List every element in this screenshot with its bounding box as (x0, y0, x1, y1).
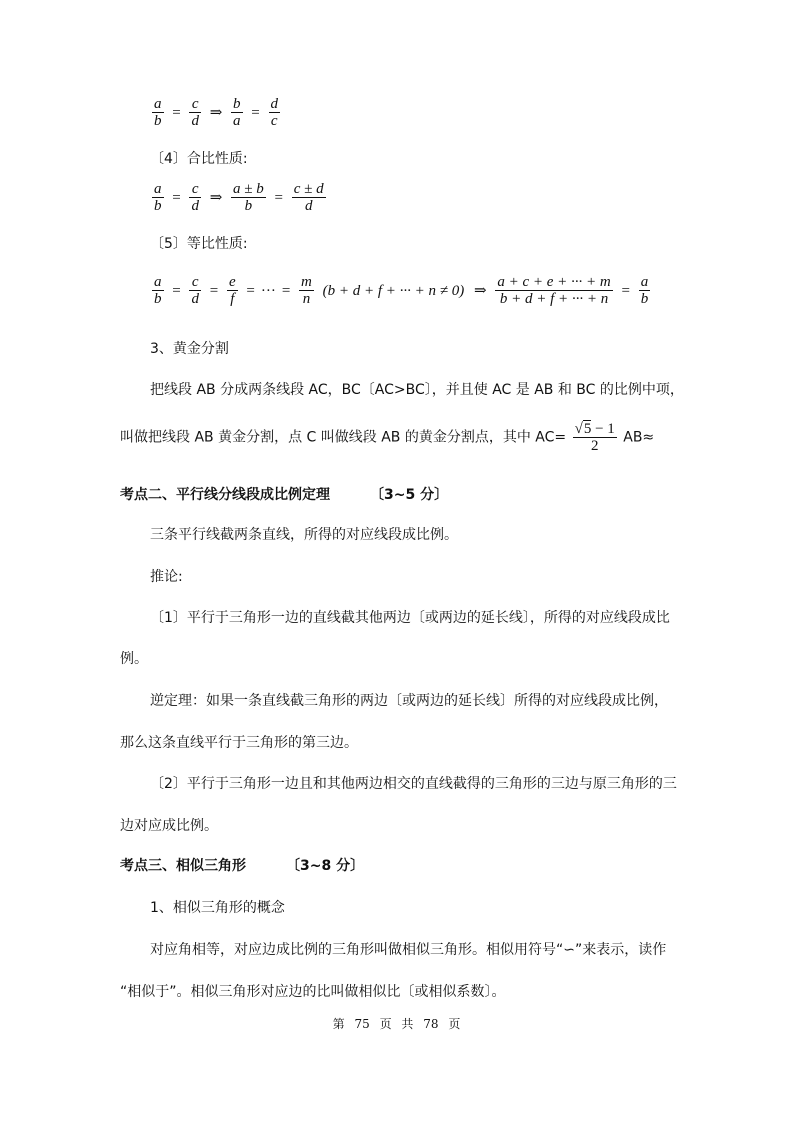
key-point-2-heading (120, 486, 448, 504)
corollary-1-line-1: 〔1〕平行于三角形一边的直线截其他两边〔或两边的延长线〕，所得的对应线段成比 (150, 610, 670, 626)
golden-text-suffix: AB≈ (623, 429, 655, 446)
key-point-3-heading (120, 857, 364, 875)
golden-paragraph-line-2 (120, 421, 654, 465)
fraction: $\frac{a \pm b}{b}$ (233, 181, 264, 214)
item-4-label: 〔4〕合比性质: (150, 151, 248, 167)
key-point-2-title: 考点二、平行线分线段成比例定理 (120, 487, 330, 503)
golden-paragraph-line-1: 把线段 AB 分成两条线段 AC，BC〔AC>BC〕，并且使 AC 是 AB 和 BC 的比例中项， (150, 382, 684, 398)
fraction: $\frac{c \pm d}{d}$ (293, 181, 324, 214)
footer-di: 第 (332, 1017, 345, 1031)
fraction: $\frac{d}{c}$ (270, 96, 279, 129)
formula-equal-ratio-property: $\frac{a}{b}$ = $\frac{c}{d}$ = $\frac{e}{f}$ = ··· = $\frac{m}{n}$ (b + d + f + ··· + n ≠ 0) ⇒ $\frac{a + c + e + \cdot\cdot\cdot + m}{b + d + f + \cdot\cdot\cdot + n}$ = $\frac{a}{b}$ (154, 274, 649, 307)
corollary-2-line-2: 边对应成比例。 (120, 818, 218, 834)
fraction: $\frac{a + c + e + \cdot\cdot\cdot + m}{b + d + f + \cdot\cdot\cdot + n}$ (497, 274, 611, 307)
corollary-label: 推论: (150, 569, 183, 585)
fraction: $\frac{e}{f}$ (228, 274, 236, 307)
footer-total-pages: 78 (423, 1017, 439, 1031)
fraction: $\frac{b}{a}$ (233, 96, 241, 129)
converse-theorem-line-2: 那么这条直线平行于三角形的第三边。 (120, 735, 358, 751)
corollary-2-line-1: 〔2〕平行于三角形一边且和其他两边相交的直线截得的三角形的三边与原三角形的三 (150, 776, 677, 792)
nonzero-condition: (b + d + f + ··· + n ≠ 0) (322, 282, 465, 299)
converse-theorem-line-1: 逆定理：如果一条直线截三角形的两边〔或两边的延长线〕所得的对应线段成比例， (150, 693, 668, 709)
item-5-label: 〔5〕等比性质: (150, 236, 248, 252)
fraction: $\frac{c}{d}$ (191, 181, 199, 214)
fraction: $\frac{a}{b}$ (154, 181, 162, 214)
fraction: $\frac{a}{b}$ (640, 274, 649, 307)
page-footer (0, 1015, 793, 1032)
footer-gong: 共 (401, 1017, 414, 1031)
key-point-3-score: 〔3~8 分〕 (286, 858, 365, 874)
key-point-2-score: 〔3~5 分〕 (370, 487, 449, 503)
fraction: $\frac{a}{b}$ (154, 96, 162, 129)
theorem-statement: 三条平行线截两条直线，所得的对应线段成比例。 (150, 527, 458, 543)
corollary-1-line-2: 例。 (120, 651, 148, 667)
similar-triangle-def-line-1: 对应角相等，对应边成比例的三角形叫做相似三角形。相似用符号“∽”来表示，读作 (150, 942, 667, 958)
section-3-heading: 3、黄金分割 (150, 341, 229, 357)
golden-ratio-fraction: $\frac{√5 - 1}{2}$ (574, 421, 615, 454)
similar-triangle-def-line-2: “相似于”。相似三角形对应边的比叫做相似比〔或相似系数〕。 (120, 984, 506, 1000)
fraction: $\frac{m}{n}$ (301, 274, 312, 307)
footer-ye-2: 页 (448, 1017, 461, 1031)
formula-inverse-property: $\frac{a}{b}$ = $\frac{c}{d}$ ⇒ $\frac{b}{a}$ = $\frac{d}{c}$ (154, 96, 279, 129)
footer-ye: 页 (379, 1017, 392, 1031)
fraction: $\frac{c}{d}$ (191, 274, 199, 307)
formula-sum-property: $\frac{a}{b}$ = $\frac{c}{d}$ ⇒ $\frac{a \pm b}{b}$ = $\frac{c \pm d}{d}$ (154, 181, 324, 214)
fraction: $\frac{c}{d}$ (191, 96, 199, 129)
section-1-heading: 1、相似三角形的概念 (150, 900, 285, 916)
footer-page-number: 75 (354, 1017, 370, 1031)
fraction: $\frac{a}{b}$ (154, 274, 162, 307)
key-point-3-title: 考点三、相似三角形 (120, 858, 246, 874)
golden-text-prefix: 叫做把线段 AB 黄金分割，点 C 叫做线段 AB 的黄金分割点，其中 AC= (120, 429, 567, 446)
